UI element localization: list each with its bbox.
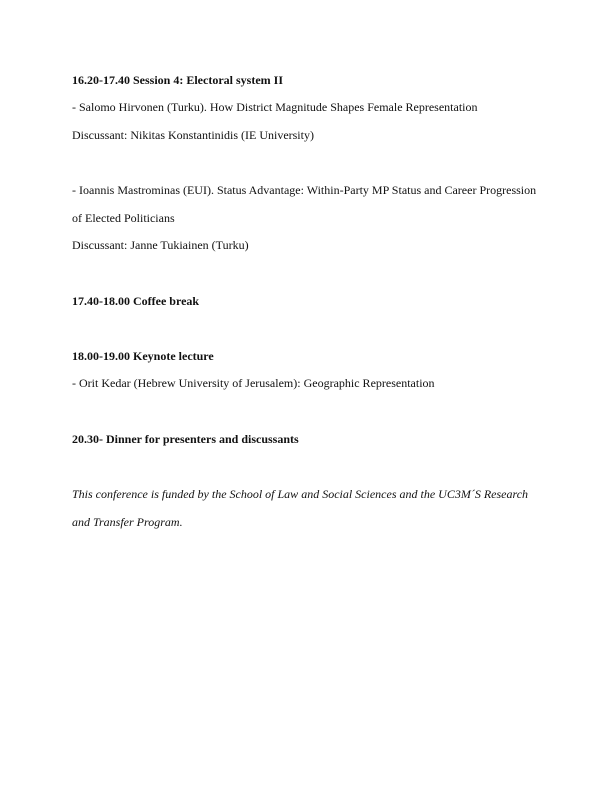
- session4-paper2-title-line2: of Elected Politicians: [72, 211, 175, 225]
- session4-heading: 16.20-17.40 Session 4: Electoral system II: [72, 73, 283, 87]
- keynote-heading: 18.00-19.00 Keynote lecture: [72, 349, 214, 363]
- session4-paper1-discussant: Discussant: Nikitas Konstantinidis (IE University): [72, 128, 314, 142]
- coffee-break-heading: 17.40-18.00 Coffee break: [72, 294, 200, 308]
- keynote-speaker: - Orit Kedar (Hebrew University of Jerusalem): Geographic Representation: [72, 376, 435, 390]
- funding-note-line2: and Transfer Program.: [72, 515, 183, 529]
- session4-paper2-discussant: Discussant: Janne Tukiainen (Turku): [72, 238, 249, 252]
- session4-paper1-title: - Salomo Hirvonen (Turku). How District Magnitude Shapes Female Representation: [72, 100, 478, 114]
- dinner-heading: 20.30- Dinner for presenters and discussants: [72, 432, 299, 446]
- funding-note-line1: This conference is funded by the School of Law and Social Sciences and the UC3M´S Research: [72, 487, 529, 501]
- session4-paper2-title-line1: - Ioannis Mastrominas (EUI). Status Advantage: Within-Party MP Status and Career Progression: [72, 183, 537, 197]
